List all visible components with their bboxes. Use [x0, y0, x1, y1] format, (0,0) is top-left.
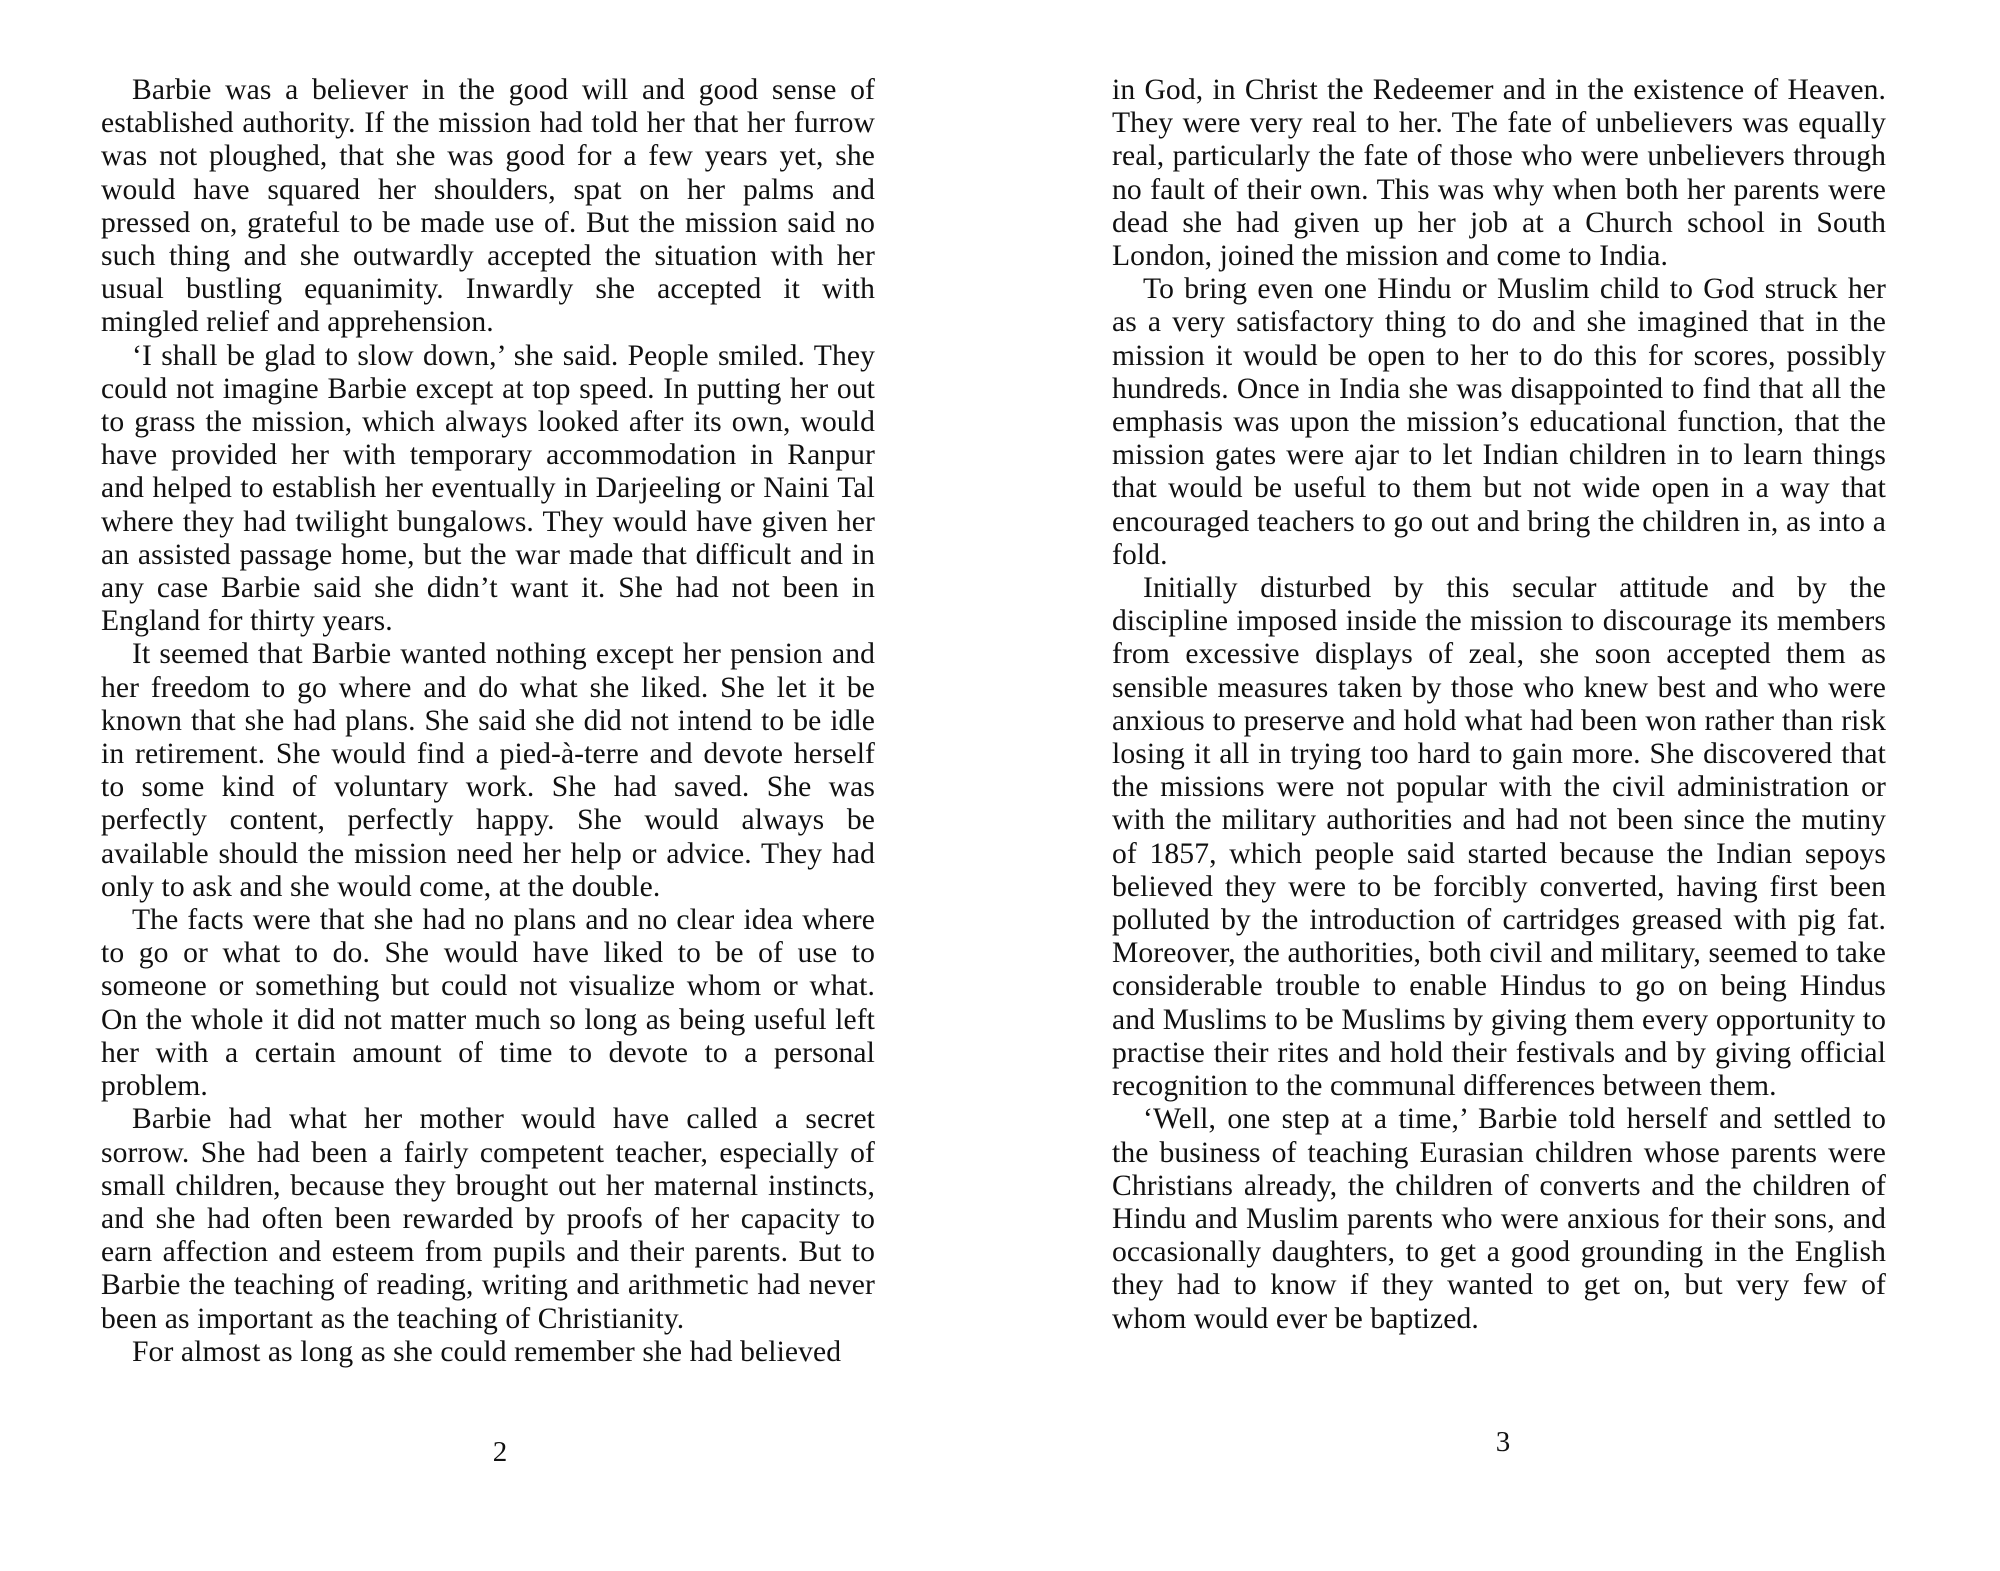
paragraph: Barbie was a believer in the good will and good sense of established authority. If the mission had told her that her furrow was not ploughed, that she was good for a few years yet, she would have squared her shoulders, spat on her palms and pressed on, grateful to be made use of. But the mission said no such thing and she outwardly accepted the situation with her usual bustling equanimity. Inwardly she accepted it with mingled relief and apprehension. — [101, 74, 875, 339]
paragraph: Initially disturbed by this secular attitude and by the discipline imposed inside the mission to discourage its members from excessive displays of zeal, she soon accepted them as sensible measures taken by those who knew best and who were anxious to preserve and hold what had been won rather than risk losing it all in trying too hard to gain more. She discovered that the missions were not popular with the civil administration or with the military authorities and had not been since the mutiny of 1857, which people said started because the Indian sepoys believed they were to be forcibly converted, having first been polluted by the introduction of cartridges greased with pig fat. Moreover, the authorities, both civil and military, seemed to take considerable trouble to enable Hindus to go on being Hindus and Muslims to be Muslims by giving them every opportunity to practise their rites and hold their festivals and by giving official recognition to the communal differences between them. — [1112, 572, 1886, 1103]
left-page-text — [101, 74, 875, 1369]
right-page-text — [1112, 74, 1886, 1336]
paragraph: For almost as long as she could remember she had believed — [132, 1335, 842, 1368]
paragraph: The facts were that she had no plans and no clear idea where to go or what to do. She would have liked to be of use to someone or something but could not visualize whom or what. On the whole it did not matter much so long as being useful left her with a certain amount of time to devote to a personal problem. — [101, 904, 875, 1103]
paragraph: It seemed that Barbie wanted nothing except her pension and her freedom to go where and do what she liked. She let it be known that she had plans. She said she did not intend to be idle in retirement. She would find a pied-à-terre and devote herself to some kind of voluntary work. She had saved. She was perfectly content, perfectly happy. She would always be available should the mission need her help or advice. They had only to ask and she would come, at the double. — [101, 638, 875, 903]
right-page — [1000, 0, 2000, 1571]
paragraph: in God, in Christ the Redeemer and in the existence of Heaven. They were very real to her. The fate of unbelievers was equally real, particularly the fate of those who were unbelievers through no fault of their own. This was why when both her parents were dead she had given up her job at a Church school in South London, joined the mission and come to India. — [1112, 74, 1886, 273]
page-number: 2 — [492, 1436, 508, 1468]
paragraph: ‘I shall be glad to slow down,’ she said. People smiled. They could not imagine Barbie except at top speed. In putting her out to grass the mission, which always looked after its own, would have provided her with temporary accommodation in Ranpur and helped to establish her eventually in Darjeeling or Naini Tal where they had twilight bungalows. They would have given her an assisted passage home, but the war made that difficult and in any case Barbie said she didn’t want it. She had not been in England for thirty years. — [101, 339, 875, 638]
paragraph: Barbie had what her mother would have called a secret sorrow. She had been a fairly competent teacher, especially of small children, because they brought out her maternal instincts, and she had often been rewarded by proofs of her capacity to earn affection and esteem from pupils and their parents. But to Barbie the teaching of reading, writing and arithmetic had never been as important as the teaching of Christianity. — [101, 1103, 875, 1335]
paragraph: To bring even one Hindu or Muslim child to God struck her as a very satisfactory thing to do and she imagined that in the mission it would be open to her to do this for scores, possibly hundreds. Once in India she was disappointed to find that all the emphasis was upon the mission’s educational function, that the mission gates were ajar to let Indian children in to learn things that would be useful to them but not wide open in a way that encouraged teachers to go out and bring the children in, as into a fold. — [1112, 273, 1886, 571]
paragraph: ‘Well, one step at a time,’ Barbie told herself and settled to the business of teaching Eurasian children whose parents were Christians already, the children of converts and the children of Hindu and Muslim parents who were anxious for their sons, and occasionally daughters, to get a good grounding in the English they had to know if they wanted to get on, but very few of whom would ever be baptized. — [1112, 1103, 1886, 1335]
page-number: 3 — [1495, 1426, 1511, 1458]
